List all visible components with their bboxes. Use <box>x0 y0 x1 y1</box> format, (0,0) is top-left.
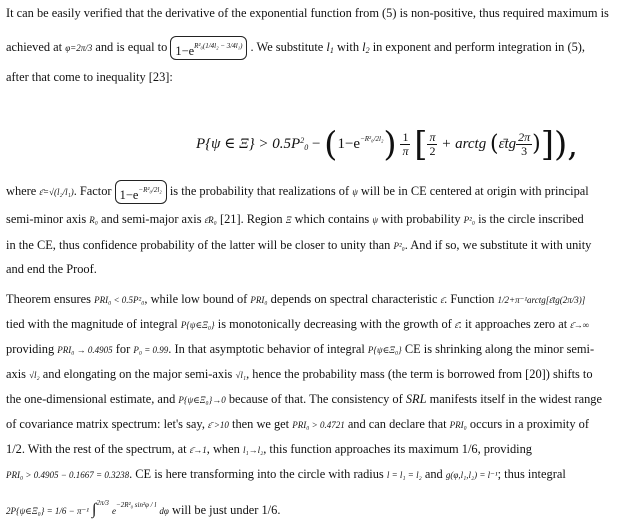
math: ε̄ >10 <box>208 420 229 430</box>
p3-line-4 <box>6 367 593 383</box>
p2-line-3 <box>6 238 591 254</box>
math-exponent: −R²₀/2l₂ <box>138 186 162 194</box>
text: for <box>115 342 131 356</box>
text: achieved at <box>6 39 63 54</box>
formula-end: ]), <box>540 124 579 165</box>
text: Theorem ensures <box>6 292 91 306</box>
p2-line-4 <box>6 262 97 277</box>
num: 2π <box>518 130 531 145</box>
text: the one-dimensional estimate, and <box>6 392 176 406</box>
text: . In that asymptotic behavior of integral <box>168 342 365 356</box>
math-SRL: SRL <box>405 392 427 406</box>
text: ; thus integral <box>497 467 566 481</box>
math: PRI₀ < 0.5P²₀ <box>94 295 145 305</box>
text: depends on spectral characteristic <box>270 292 438 306</box>
text: of covariance matrix spectrum: let's say, <box>6 417 205 431</box>
formula-lhs: P{ψ ∈ Ξ} > 0.5P <box>196 136 301 152</box>
math: P₀ = 0.99 <box>133 345 169 355</box>
text: , when <box>206 442 240 456</box>
text: where <box>6 183 37 198</box>
math-P0sq: P²₀ <box>393 241 405 251</box>
text: with probability <box>381 212 461 226</box>
frac-pi-over-2 <box>427 131 437 158</box>
math: 2P{ψ∈Ξ₀} = 1/6 − π⁻¹ <box>6 506 89 516</box>
math: √l₂ <box>29 370 40 380</box>
text: providing <box>6 342 55 356</box>
text: which contains <box>294 212 370 226</box>
integral-sign: ∫ <box>92 501 97 518</box>
text: . Function <box>444 292 495 306</box>
text: CE is shrinking along the minor semi- <box>404 342 595 356</box>
text: because of that. The consistency of <box>228 392 403 406</box>
text: with <box>336 39 360 54</box>
math-epsR0: ε̄R₀ <box>204 215 217 225</box>
text: and can declare that <box>347 417 447 431</box>
math-eps-def: ε̄=√(l₂/l₁) <box>39 186 74 197</box>
text: . And if so, we substitute it with unity <box>404 238 592 252</box>
text: . We substitute <box>250 39 324 54</box>
p2-line-1 <box>6 180 589 204</box>
text: , this function approaches its maximum 1/6, providing <box>263 442 532 456</box>
p3-line-6 <box>6 417 589 433</box>
math-P0sq: P²₀ <box>463 215 475 225</box>
p3-line-2 <box>6 317 589 333</box>
text: manifests itself in the widest range <box>429 392 603 406</box>
math-R0: R₀ <box>89 215 98 225</box>
text: , hence the probability mass (the term is borrowed from [20]) shifts to <box>246 367 593 381</box>
p3-line-7 <box>6 442 532 458</box>
math-Xi: Ξ <box>285 215 292 225</box>
main-formula: P{ψ ∈ $\Xi\} > 0.5P^20 - (1-e^{-R^2_0/2l_2})$ $\frac{1}{\pi}$ [ $\frac{\pi}{2}$ + arctg (ε̄tg $\frac{2\pi}{3}$ )]), <box>196 124 579 165</box>
math: PRI₀ → 0.4905 <box>57 345 113 355</box>
math-psi: ψ <box>372 215 378 225</box>
p1-line-1 <box>6 6 609 21</box>
text: and elongating on the major semi-axis <box>42 367 233 381</box>
bracket: [ <box>414 124 428 165</box>
text: 1/2. With the rest of the spectrum, at <box>6 442 187 456</box>
text: in exponent and perform integration in (5), <box>372 39 585 54</box>
math: P{ψ∈Ξ₀} <box>180 320 215 330</box>
math: ε̄ <box>454 320 459 330</box>
math-phi: φ=2π/3 <box>65 42 93 53</box>
text: tied with the magnitude of integral <box>6 317 178 331</box>
formula-exponent: −R²₀/2l₂ <box>360 135 384 143</box>
p1-line-2: achieved at φ=2π/3 and is equal to $1-e^{R^2_0(1/4l_2 - 3/4l_1)}$ . We substitute l1 with l2 in exponent and perform integration in (5), <box>6 36 585 60</box>
text: is the probability that realizations of <box>169 183 350 198</box>
math: dφ <box>159 506 169 516</box>
text: will be in CE centered at origin with principal <box>360 183 589 198</box>
text: and semi-major axis <box>101 212 202 226</box>
frac-2pi-over-3 <box>516 131 532 158</box>
text: in the CE, thus confidence probability of the latter will be closer to unity than <box>6 238 391 252</box>
den: 2 <box>429 144 436 159</box>
num: π <box>429 130 436 145</box>
frac-1-over-pi <box>400 131 410 158</box>
math: ε̄ <box>440 295 445 305</box>
arctg: + arctg <box>441 136 487 152</box>
text: axis <box>6 367 26 381</box>
formula-minus: − <box>311 136 325 152</box>
text: and end the Proof. <box>6 262 97 276</box>
text: . Factor <box>73 183 112 198</box>
math: ε̄→1 <box>189 445 207 455</box>
math: PRI₀ > 0.4721 <box>292 420 345 430</box>
math: PRI₀ > 0.4905 − 0.1667 = 0.3238 <box>6 470 130 480</box>
math: g(φ,l₁,l₂) = l⁻¹ <box>445 470 498 480</box>
text: , while low bound of <box>144 292 248 306</box>
p3-line-3 <box>6 342 594 358</box>
math: 1−e <box>175 44 195 58</box>
text: [21]. Region <box>219 212 283 226</box>
text: will be just under 1/6. <box>172 503 281 517</box>
text: occurs in a proximity of <box>469 417 589 431</box>
text: after that come to inequality [23]: <box>6 70 173 84</box>
math: PRI₀ <box>449 420 467 430</box>
text: and <box>424 467 443 481</box>
den: π <box>402 144 409 159</box>
text: is monotonically decreasing with the growth of <box>217 317 452 331</box>
num: 1 <box>400 131 410 145</box>
p3-line-9: 2P{ψ∈Ξ₀} = 1/6 − π⁻¹ ∫$^{2\pi/3}$ $e^{-2R^2_0 sin^2\varphi / l}$ dφ will be just under 1/6. <box>6 499 281 518</box>
p2-line-2 <box>6 212 584 228</box>
math: 1−e <box>119 188 139 202</box>
text: and is equal to <box>95 39 168 54</box>
p3-line-8 <box>6 467 566 483</box>
math: PRI₀ <box>250 295 268 305</box>
text: . CE is here transforming into the circle with radius <box>129 467 384 481</box>
math: ε̄→∞ <box>570 320 590 330</box>
math: 1/2+π⁻¹arctg[ε̄tg(2π/3)] <box>497 295 586 305</box>
eps-tg: ε̄tg <box>498 136 517 152</box>
math: l = l₁ = l₂ <box>386 470 422 480</box>
text: semi-minor axis <box>6 212 87 226</box>
text: It can be easily verified that the derivative of the exponential function from (5) is non-positive, thus required maximum is <box>6 6 609 20</box>
p3-line-1 <box>6 292 585 308</box>
math: P{ψ∈Ξ₀} <box>367 345 402 355</box>
text: then we get <box>232 417 290 431</box>
p3-line-5 <box>6 392 602 408</box>
text: : it approaches zero at <box>458 317 568 331</box>
math-psi: ψ <box>352 186 358 197</box>
math: √l₁ <box>235 370 247 380</box>
math: e <box>112 506 116 516</box>
exp-factor <box>170 36 247 60</box>
factor-box <box>115 180 167 204</box>
math: l₁→l₂ <box>242 445 264 455</box>
den: 3 <box>521 144 528 159</box>
p1-line-3 <box>6 70 173 85</box>
text: is the circle inscribed <box>478 212 584 226</box>
math: P{ψ∈Ξ₀}→0 <box>178 395 226 405</box>
formula-factor: 1−e <box>337 136 361 152</box>
math-exponent: R²₀(1/4l₂ − 3/4l₁) <box>194 42 243 50</box>
